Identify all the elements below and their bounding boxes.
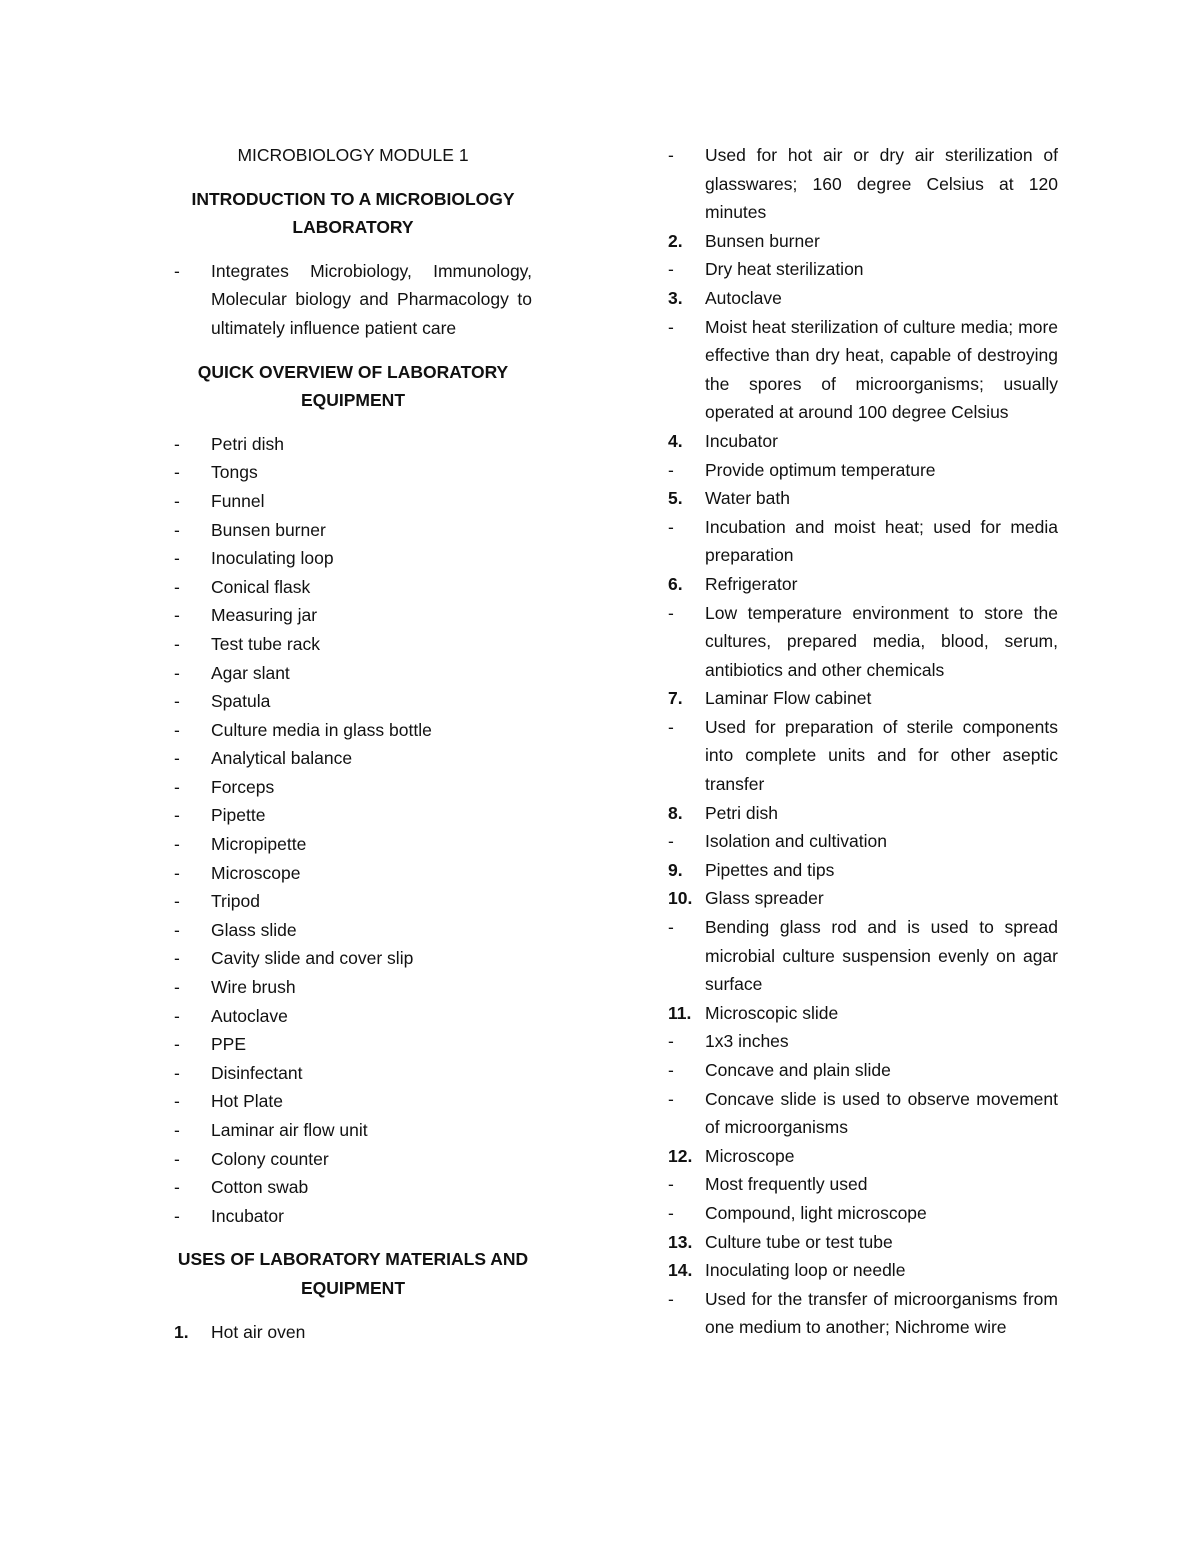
item-text: Test tube rack [211, 633, 320, 654]
dash-bullet: - [174, 862, 180, 883]
item-text: Most frequently used [705, 1174, 868, 1195]
equipment-item [174, 916, 532, 945]
equipment-item [174, 1202, 532, 1231]
dash-bullet: - [668, 831, 674, 852]
item-text: Autoclave [211, 1005, 288, 1026]
equipment-item [174, 1059, 532, 1088]
dash-bullet: - [174, 433, 180, 454]
dash-bullet: - [174, 662, 180, 683]
dash-bullet: - [174, 548, 180, 569]
dash-item [668, 141, 1058, 227]
dash-bullet: - [668, 1031, 674, 1052]
numbered-item [668, 999, 1058, 1028]
numbered-item [668, 684, 1058, 713]
dash-bullet: - [668, 516, 674, 537]
item-text: Tripod [211, 891, 260, 912]
item-text: Hot Plate [211, 1091, 283, 1112]
item-number: 11. [668, 1002, 692, 1023]
item-text: Bunsen burner [211, 519, 326, 540]
item-text: Petri dish [705, 802, 778, 823]
dash-bullet: - [668, 602, 674, 623]
item-text: Funnel [211, 490, 265, 511]
numbered-item [668, 227, 1058, 256]
item-text: Forceps [211, 776, 275, 797]
item-text: Conical flask [211, 576, 311, 597]
numbered-item [668, 856, 1058, 885]
dash-bullet: - [174, 977, 180, 998]
equipment-item [174, 1087, 532, 1116]
equipment-item [174, 1145, 532, 1174]
item-text: Petri dish [211, 433, 284, 454]
dash-bullet: - [174, 260, 180, 281]
dash-bullet: - [668, 1174, 674, 1195]
item-text: Inoculating loop or needle [705, 1260, 906, 1281]
dash-bullet: - [174, 1120, 180, 1140]
equipment-item [174, 973, 532, 1002]
item-text: Agar slant [211, 662, 290, 683]
item-text: Isolation and cultivation [705, 831, 887, 852]
item-text: Concave slide is used to observe movement of microorganisms [705, 1088, 1058, 1138]
equipment-item [174, 773, 532, 802]
item-text: Used for preparation of sterile components into complete units and for other aseptic transfer [705, 716, 1058, 795]
item-text: Bunsen burner [705, 230, 820, 251]
equipment-item [174, 458, 532, 487]
numbered-item [668, 1256, 1058, 1285]
dash-bullet: - [174, 948, 180, 969]
dash-bullet: - [174, 891, 180, 912]
dash-bullet: - [174, 748, 180, 769]
item-text: Hot air oven [211, 1321, 306, 1342]
item-number: 4. [668, 430, 683, 451]
dash-bullet: - [174, 462, 180, 483]
item-text: Spatula [211, 691, 271, 712]
item-number: 10. [668, 888, 693, 909]
dash-item [668, 913, 1058, 999]
item-text: Autoclave [705, 287, 782, 308]
dash-bullet: - [174, 1005, 180, 1026]
item-text: Glass slide [211, 919, 297, 940]
item-text: Concave and plain slide [705, 1060, 891, 1080]
dash-item [668, 1027, 1058, 1056]
equipment-item [174, 1030, 532, 1059]
dash-bullet: - [174, 1205, 180, 1226]
module-title: MICROBIOLOGY MODULE 1 [237, 145, 469, 165]
dash-item [668, 1056, 1058, 1085]
dash-item [668, 1085, 1058, 1142]
item-text: Water bath [705, 488, 790, 509]
uses-item-1 [174, 1318, 532, 1347]
equipment-item [174, 887, 532, 916]
dash-item [668, 827, 1058, 856]
intro-point-text: Integrates Microbiology, Immunology, Molecular biology and Pharmacology to ultimately influence patient care [211, 260, 532, 338]
dash-bullet: - [668, 459, 674, 480]
dash-bullet: - [174, 1062, 180, 1083]
item-number: 5. [668, 488, 683, 509]
numbered-item [668, 570, 1058, 599]
dash-bullet: - [174, 1034, 180, 1055]
dash-bullet: - [174, 633, 180, 654]
item-text: Inoculating loop [211, 548, 334, 569]
item-text: Used for the transfer of microorganisms from one medium to another; Nichrome wire [705, 1288, 1058, 1338]
item-text: Provide optimum temperature [705, 459, 936, 480]
numbered-item [668, 427, 1058, 456]
equipment-item [174, 716, 532, 745]
item-text: PPE [211, 1034, 247, 1055]
dash-item [668, 1170, 1058, 1199]
dash-item [668, 1285, 1058, 1342]
dash-bullet: - [668, 1202, 674, 1223]
item-text: Moist heat sterilization of culture media; more effective than dry heat, capable of destroying the spores of microorganisms; usually operated at around 100 degree Celsius [705, 316, 1058, 423]
intro-heading-line-2: LABORATORY [292, 217, 414, 238]
dash-bullet: - [174, 919, 180, 940]
intro-points [174, 257, 532, 343]
dash-bullet: - [668, 716, 674, 737]
equipment-list [174, 430, 532, 1231]
item-text: Tongs [211, 462, 258, 483]
dash-bullet: - [174, 719, 180, 740]
equipment-item [174, 630, 532, 659]
dash-item [668, 599, 1058, 685]
item-text: Refrigerator [705, 573, 798, 594]
item-number: 2. [668, 230, 683, 251]
dash-bullet: - [668, 1288, 674, 1309]
left-column [174, 141, 532, 1346]
equipment-item [174, 859, 532, 888]
item-text: Used for hot air or dry air sterilization of glasswares; 160 degree Celsius at 120 minutes [705, 145, 1058, 223]
dash-bullet: - [668, 259, 674, 280]
item-number: 1. [174, 1321, 189, 1342]
dash-bullet: - [668, 917, 674, 938]
item-text: Pipette [211, 805, 266, 826]
equipment-item [174, 516, 532, 545]
dash-bullet: - [174, 805, 180, 826]
item-number: 14. [668, 1260, 693, 1281]
item-text: Culture media in glass bottle [211, 719, 432, 740]
item-text: Dry heat sterilization [705, 259, 864, 280]
item-number: 6. [668, 573, 683, 594]
item-text: Microscopic slide [705, 1002, 839, 1023]
equipment-item [174, 601, 532, 630]
item-text: Wire brush [211, 977, 296, 998]
list-item [174, 257, 532, 343]
item-text: Laminar air flow unit [211, 1120, 368, 1140]
intro-heading-line-1: INTRODUCTION TO A MICROBIOLOGY [191, 188, 515, 209]
dash-item [668, 713, 1058, 799]
numbered-item [668, 884, 1058, 913]
equipment-item [174, 1002, 532, 1031]
item-text: Bending glass rod and is used to spread microbial culture suspension evenly on agar surface [705, 917, 1058, 995]
dash-item [668, 456, 1058, 485]
dash-bullet: - [174, 490, 180, 511]
dash-bullet: - [174, 776, 180, 797]
right-column [668, 141, 1058, 1342]
dash-item [668, 313, 1058, 427]
equipment-item [174, 487, 532, 516]
overview-heading-line-2: EQUIPMENT [300, 390, 406, 411]
item-text: 1x3 inches [705, 1031, 789, 1052]
item-text: Incubation and moist heat; used for media preparation [705, 516, 1058, 566]
dash-bullet: - [668, 145, 674, 165]
dash-bullet: - [668, 316, 674, 337]
numbered-item [668, 1142, 1058, 1171]
dash-bullet: - [174, 1091, 180, 1112]
item-text: Incubator [211, 1205, 284, 1226]
item-text: Cotton swab [211, 1177, 309, 1198]
item-text: Cavity slide and cover slip [211, 948, 414, 969]
equipment-item [174, 544, 532, 573]
item-text: Analytical balance [211, 748, 353, 769]
dash-bullet: - [174, 1148, 180, 1169]
item-number: 12. [668, 1145, 693, 1166]
numbered-item [668, 484, 1058, 513]
item-text: Micropipette [211, 834, 307, 855]
item-text: Incubator [705, 430, 778, 451]
item-number: 7. [668, 688, 683, 709]
item-number: 13. [668, 1231, 693, 1252]
overview-heading-line-1: QUICK OVERVIEW OF LABORATORY [197, 361, 509, 382]
item-text: Laminar Flow cabinet [705, 688, 872, 709]
dash-bullet: - [174, 834, 180, 855]
numbered-item [668, 1228, 1058, 1257]
dash-item [668, 255, 1058, 284]
dash-bullet: - [668, 1088, 674, 1109]
item-text: Microscope [211, 862, 301, 883]
item-text: Microscope [705, 1145, 795, 1166]
dash-bullet: - [174, 519, 180, 540]
dash-bullet: - [174, 605, 180, 626]
dash-bullet: - [174, 691, 180, 712]
item-text: Colony counter [211, 1148, 329, 1169]
item-text: Pipettes and tips [705, 859, 835, 880]
equipment-item [174, 744, 532, 773]
dash-bullet: - [668, 1060, 674, 1080]
dash-bullet: - [174, 576, 180, 597]
numbered-item [668, 799, 1058, 828]
equipment-item [174, 659, 532, 688]
uses-heading-line-2: EQUIPMENT [300, 1277, 406, 1298]
item-number: 8. [668, 802, 683, 823]
equipment-item [174, 1173, 532, 1202]
item-text: Glass spreader [705, 888, 824, 909]
item-text: Culture tube or test tube [705, 1231, 893, 1252]
item-text: Measuring jar [211, 605, 318, 626]
equipment-item [174, 1116, 532, 1145]
equipment-item [174, 830, 532, 859]
equipment-item [174, 801, 532, 830]
dash-bullet: - [174, 1177, 180, 1198]
equipment-item [174, 687, 532, 716]
equipment-item [174, 944, 532, 973]
numbered-item [668, 284, 1058, 313]
equipment-item [174, 573, 532, 602]
dash-item [668, 513, 1058, 570]
item-number: 3. [668, 287, 683, 308]
item-text: Low temperature environment to store the cultures, prepared media, blood, serum, antibiotics and other chemicals [705, 602, 1058, 680]
item-number: 9. [668, 859, 683, 880]
item-text: Disinfectant [211, 1062, 303, 1083]
item-text: Compound, light microscope [705, 1202, 927, 1223]
equipment-item [174, 430, 532, 459]
dash-item [668, 1199, 1058, 1228]
uses-heading-line-1: USES OF LABORATORY MATERIALS AND [177, 1249, 529, 1270]
